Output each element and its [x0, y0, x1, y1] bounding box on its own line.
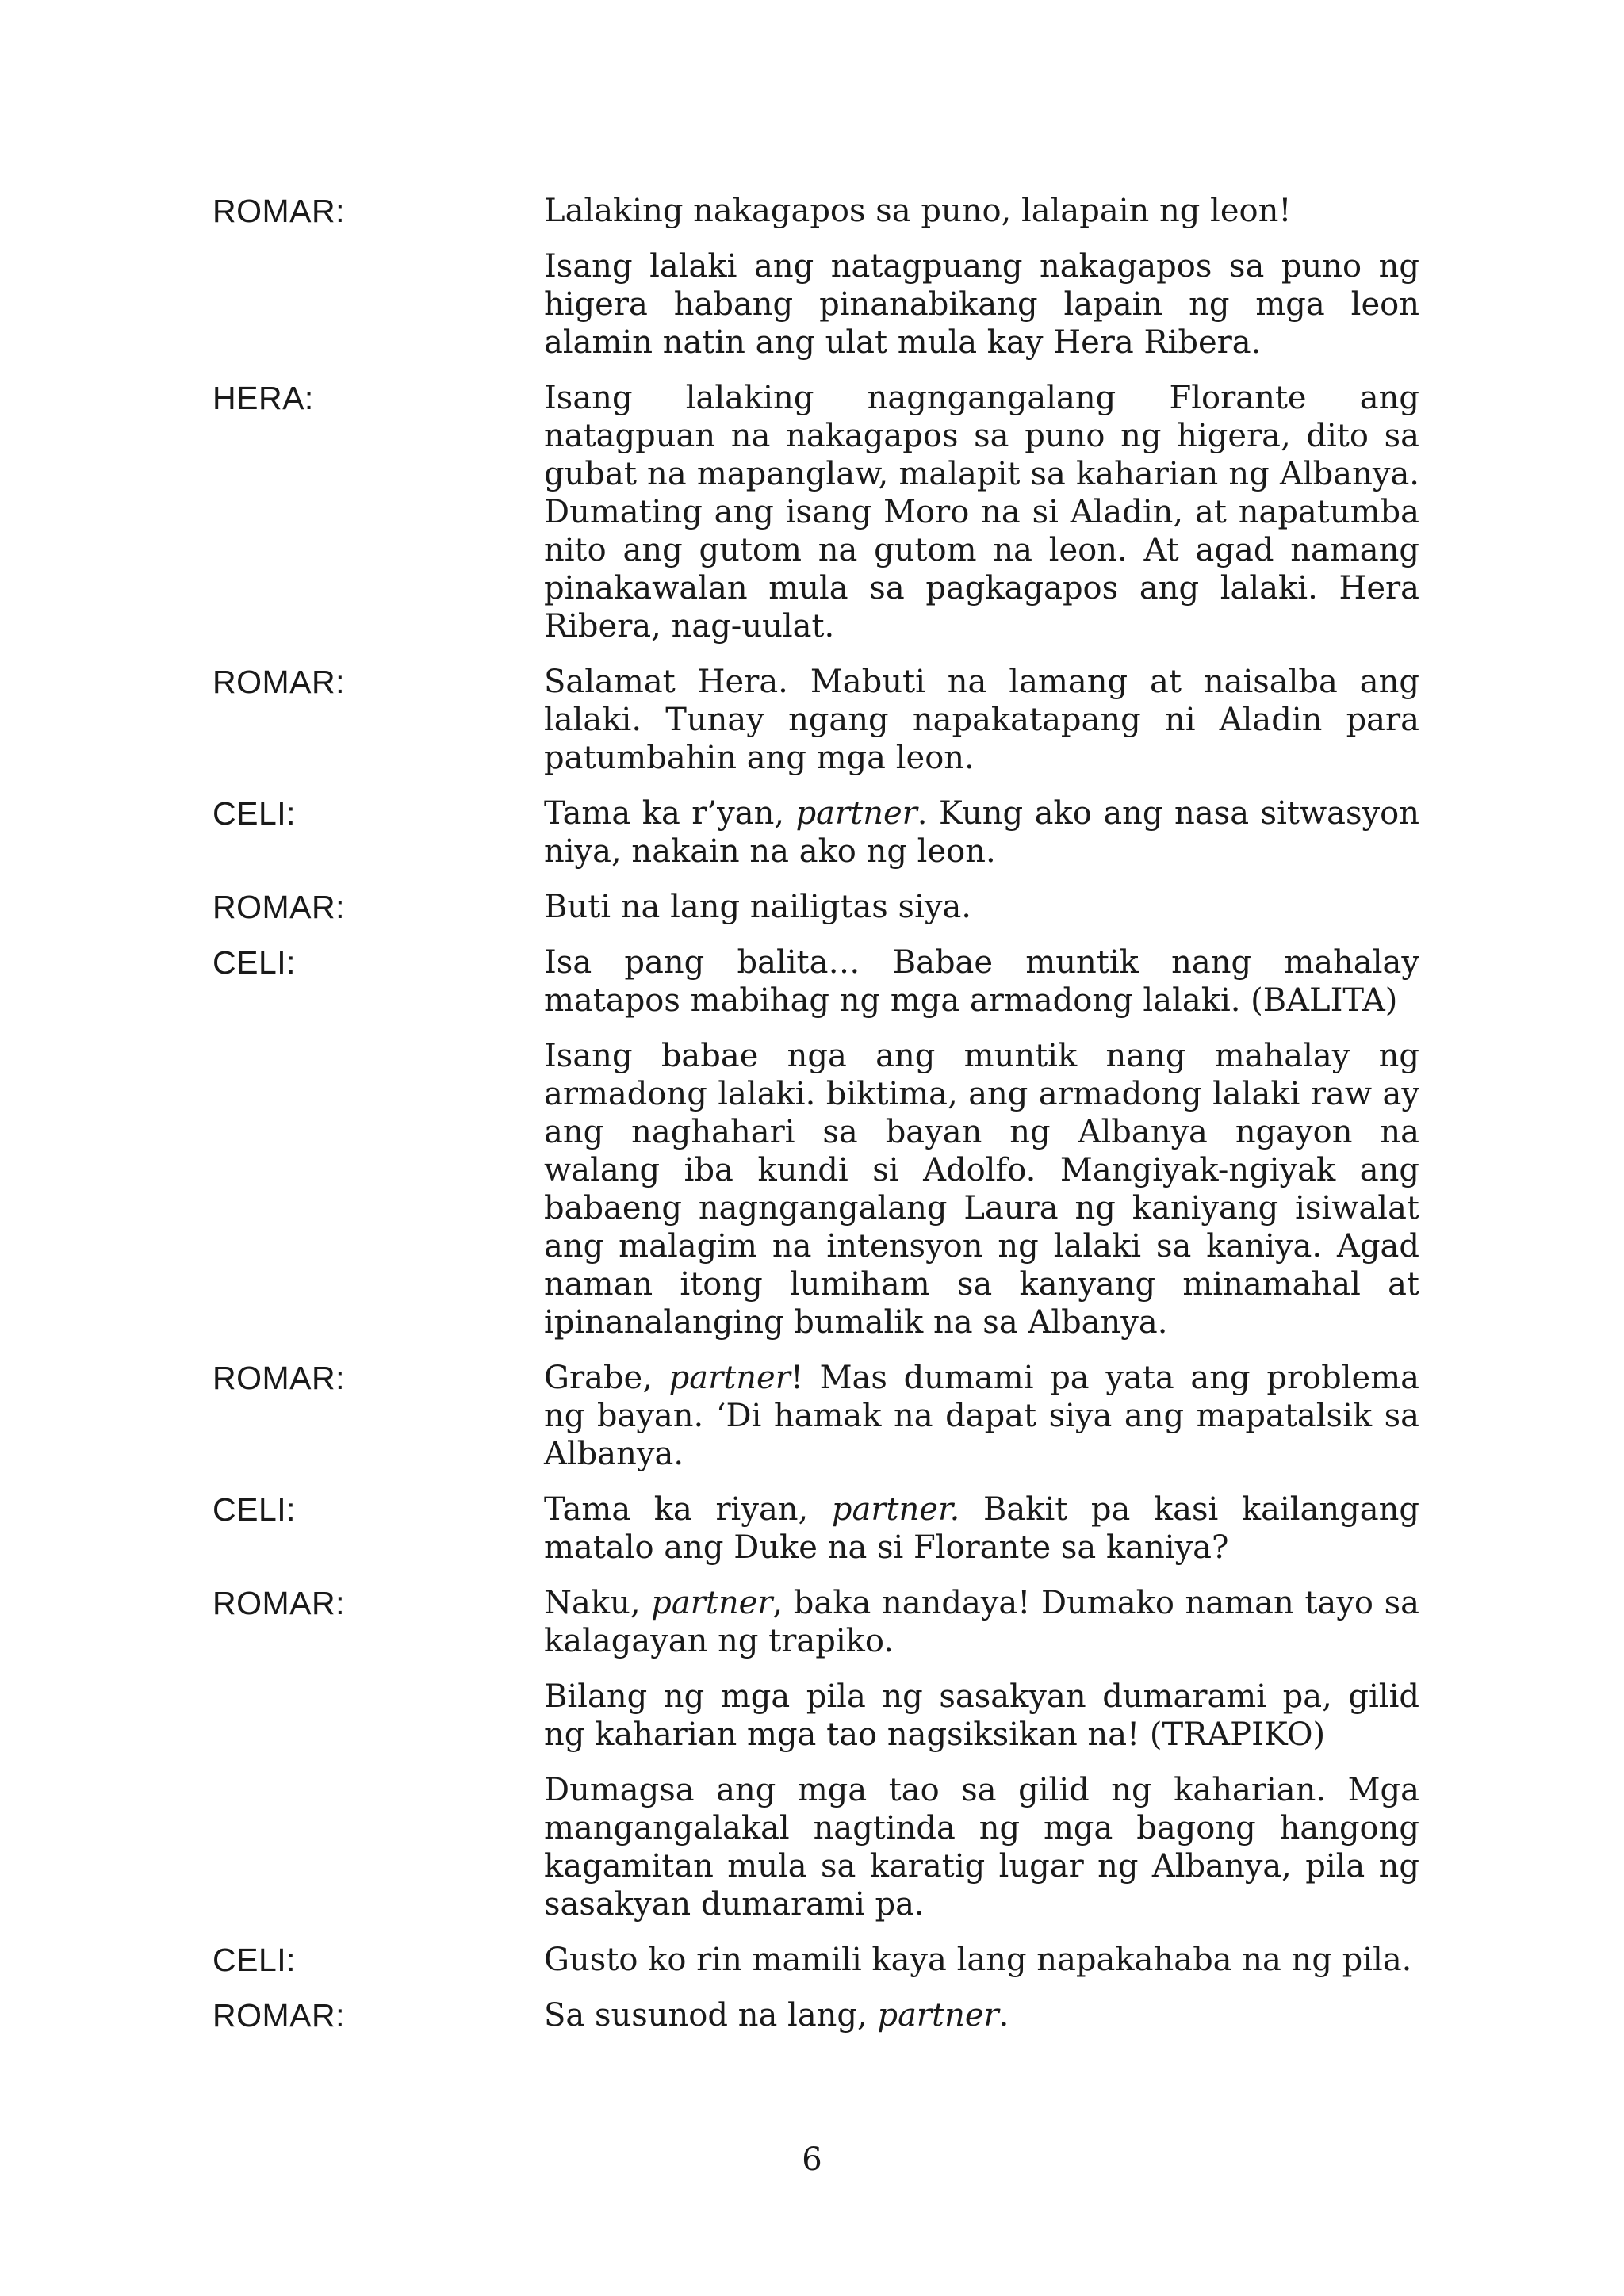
text-run: Salamat Hera. Mabuti na lamang at naisalba ang lalaki. Tunay ngang napakatapang ni Aladin para patumbahin ang mga leon.: [544, 664, 1419, 776]
text-run: Naku,: [544, 1585, 652, 1621]
text-run: Isang lalaking nagngangalang Florante ang natagpuan na nakagapos sa puno ng higera, dito sa gubat na mapanglaw, malapit sa kaharian ng Albanya. Dumating ang isang Moro na si Aladin, at napatumba nito ang gutom na gutom na leon. At agad namang pinakawalan mula sa pagkagapos ang lalaki. Hera Ribera, nag-uulat.: [544, 380, 1419, 645]
dialogue-lines: [544, 663, 1419, 794]
speaker-name: HERA:: [213, 380, 314, 416]
text-run: Gusto ko rin mamili kaya lang napakahaba na ng pila.: [544, 1942, 1412, 1978]
dialogue-paragraph: [544, 1771, 1419, 1923]
dialogue-paragraph: [544, 1678, 1419, 1754]
dialogue-lines: [544, 888, 1419, 943]
dialogue-entry: [213, 1941, 1419, 1996]
text-run: Grabe,: [544, 1360, 669, 1396]
dialogue-paragraph: [544, 943, 1419, 1020]
emphasized-text: partner: [795, 795, 917, 832]
dialogue-lines: [544, 1359, 1419, 1490]
script-body: [213, 192, 1419, 2052]
dialogue-lines: [544, 1996, 1419, 2052]
dialogue-entry: [213, 1996, 1419, 2052]
text-run: .: [998, 1997, 1009, 2034]
text-run: Sa susunod na lang,: [544, 1997, 878, 2034]
text-run: Isang lalaki ang natagpuang nakagapos sa puno ng higera habang pinanabikang lapain ng mga leon alamin natin ang ulat mula kay Hera Ribera.: [544, 248, 1419, 361]
dialogue-paragraph: [544, 1996, 1419, 2034]
dialogue-paragraph: [544, 1584, 1419, 1660]
dialogue-paragraph: [544, 1037, 1419, 1341]
text-run: Tama ka r’yan,: [544, 795, 796, 832]
dialogue-entry: [213, 1584, 1419, 1941]
speaker-name: ROMAR:: [213, 1360, 345, 1396]
text-run: Buti na lang nailigtas siya.: [544, 889, 972, 925]
emphasized-text: partner: [668, 1360, 791, 1396]
dialogue-paragraph: [544, 794, 1419, 871]
text-run: Dumagsa ang mga tao sa gilid ng kaharian. Mga mangangalakal nagtinda ng mga bagong hangong kagamitan mula sa karatig lugar ng Albanya, pila ng sasakyan dumarami pa.: [544, 1772, 1419, 1923]
dialogue-entry: [213, 888, 1419, 943]
emphasized-text: partner: [651, 1585, 773, 1621]
text-run: ! Mas dumami pa yata ang problema ng bayan. ‘Di hamak na dapat siya ang mapatalsik sa Albanya.: [544, 1360, 1419, 1472]
dialogue-entry: [213, 794, 1419, 888]
dialogue-entry: [213, 192, 1419, 379]
text-run: Isang babae nga ang muntik nang mahalay ng armadong lalaki. biktima, ang armadong lalaki raw ay ang naghahari sa bayan ng Albanya ngayon na walang iba kundi si Adolfo. Mangiyak-ngiyak ang babaeng nagngangalang Laura ng kaniyang isiwalat ang malagim na intensyon ng lalaki sa kaniya. Agad naman itong lumiham sa kanyang minamahal at ipinanalanging bumalik na sa Albanya.: [544, 1038, 1419, 1341]
dialogue-paragraph: [544, 1941, 1419, 1979]
dialogue-lines: [544, 794, 1419, 888]
dialogue-entry: [213, 663, 1419, 794]
speaker-name: CELI:: [213, 1491, 297, 1528]
speaker-name: CELI:: [213, 795, 297, 832]
text-run: Bakit pa kasi kailangang matalo ang Duke na si Florante sa kaniya?: [544, 1491, 1420, 1566]
speaker-name: ROMAR:: [213, 193, 345, 229]
text-run: . Kung ako ang nasa sitwasyon niya, nakain na ako ng leon.: [544, 795, 1419, 870]
speaker-name: CELI:: [213, 944, 297, 981]
speaker-name: ROMAR:: [213, 1585, 345, 1621]
dialogue-entry: [213, 1359, 1419, 1490]
dialogue-paragraph: [544, 1490, 1419, 1567]
dialogue-paragraph: [544, 379, 1419, 645]
speaker-name: CELI:: [213, 1942, 297, 1978]
text-run: Lalaking nakagapos sa puno, lalapain ng leon!: [544, 193, 1292, 229]
dialogue-paragraph: [544, 1359, 1419, 1473]
text-run: Isa pang balita… Babae muntik nang mahalay matapos mabihag ng mga armadong lalaki. (BALITA): [544, 944, 1419, 1019]
dialogue-paragraph: [544, 192, 1419, 230]
speaker-name: ROMAR:: [213, 664, 345, 700]
dialogue-entry: [213, 379, 1419, 663]
dialogue-lines: [544, 943, 1419, 1359]
dialogue-entry: [213, 943, 1419, 1359]
emphasized-text: partner.: [831, 1491, 960, 1528]
dialogue-paragraph: [544, 247, 1419, 362]
dialogue-lines: [544, 1584, 1419, 1941]
speaker-name: ROMAR:: [213, 889, 345, 925]
dialogue-lines: [544, 192, 1419, 379]
speaker-name: ROMAR:: [213, 1997, 345, 2034]
dialogue-lines: [544, 1490, 1419, 1584]
text-run: Tama ka riyan,: [544, 1491, 832, 1528]
dialogue-entry: [213, 1490, 1419, 1584]
dialogue-lines: [544, 379, 1419, 663]
emphasized-text: partner: [877, 1997, 999, 2034]
text-run: Bilang ng mga pila ng sasakyan dumarami pa, gilid ng kaharian mga tao nagsiksikan na! (TRAPIKO): [544, 1678, 1419, 1753]
dialogue-paragraph: [544, 888, 1419, 926]
text-run: , baka nandaya! Dumako naman tayo sa kalagayan ng trapiko.: [544, 1585, 1419, 1659]
dialogue-paragraph: [544, 663, 1419, 777]
page-number: 6: [802, 2141, 822, 2178]
dialogue-lines: [544, 1941, 1419, 1996]
